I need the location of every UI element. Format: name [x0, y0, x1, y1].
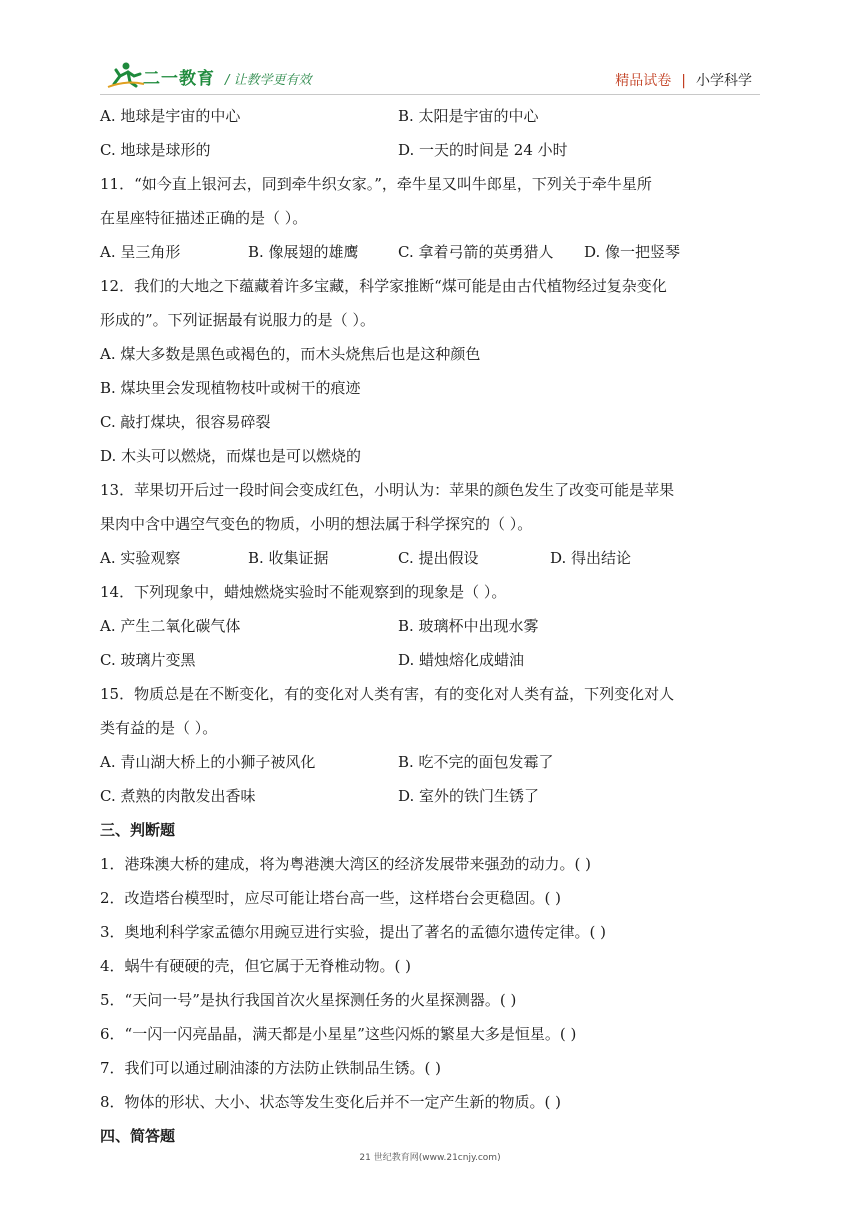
q13-option-c: C. 提出假设	[398, 549, 479, 567]
q10-option-d: D. 一天的时间是 24 小时	[398, 141, 568, 159]
page-header	[0, 0, 860, 100]
q12-stem-line2: 形成的”。下列证据最有说服力的是（ ）。	[100, 311, 375, 329]
q14-options-row2	[100, 644, 770, 676]
q15-option-a: A. 青山湖大桥上的小狮子被风化	[100, 753, 316, 771]
q15-options-row2	[100, 780, 770, 812]
q15-option-c: C. 煮熟的肉散发出香味	[100, 787, 256, 805]
brand-name: 二一教育	[143, 69, 215, 89]
tf-item-5: 5．“天问一号”是执行我国首次火星探测任务的火星探测器。( )	[100, 991, 517, 1009]
q14-option-b: B. 玻璃杯中出现水雾	[398, 617, 539, 635]
header-tags	[615, 70, 752, 90]
tf-item-3: 3．奥地利科学家孟德尔用豌豆进行实验，提出了著名的孟德尔遗传定律。( )	[100, 923, 607, 941]
q13-options	[100, 542, 770, 574]
q13-option-b: B. 收集证据	[248, 549, 329, 567]
q11-option-c: C. 拿着弓箭的英勇猎人	[398, 243, 554, 261]
q12-option-d: D. 木头可以燃烧，而煤也是可以燃烧的	[100, 447, 362, 465]
q14-stem: 14．下列现象中，蜡烛燃烧实验时不能观察到的现象是（ ）。	[100, 583, 507, 601]
q12-option-a: A. 煤大多数是黑色或褐色的，而木头烧焦后也是这种颜色	[100, 345, 481, 363]
q10-options-row1	[100, 100, 770, 132]
q12-option-c: C. 敲打煤块，很容易碎裂	[100, 413, 271, 431]
tag-separator: |	[681, 73, 686, 89]
q14-option-d: D. 蜡烛熔化成蜡油	[398, 651, 525, 669]
section-true-false-title: 三、判断题	[100, 821, 176, 839]
tf-item-1: 1．港珠澳大桥的建成，将为粤港澳大湾区的经济发展带来强劲的动力。( )	[100, 855, 592, 873]
q13-option-a: A. 实验观察	[100, 549, 181, 567]
page-footer: 21 世纪教育网(www.21cnjy.com)	[359, 1153, 501, 1163]
q10-options-row2	[100, 134, 770, 166]
q10-option-a: A. 地球是宇宙的中心	[100, 107, 241, 125]
q10-option-b: B. 太阳是宇宙的中心	[398, 107, 539, 125]
q11-options	[100, 236, 770, 268]
q11-option-a: A. 呈三角形	[100, 243, 181, 261]
tag-premium-paper: 精品试卷	[615, 73, 672, 89]
q13-option-d: D. 得出结论	[550, 549, 632, 567]
q15-option-d: D. 室外的铁门生锈了	[398, 787, 540, 805]
tf-item-8: 8．物体的形状、大小、状态等发生变化后并不一定产生新的物质。( )	[100, 1093, 562, 1111]
brand-slogan: / 让教学更有效	[225, 73, 312, 88]
q12-stem-line1: 12．我们的大地之下蕴藏着许多宝藏，科学家推断“煤可能是由古代植物经过复杂变化	[100, 277, 667, 295]
q11-stem-line1: 11．“如今直上银河去，同到牵牛织女家。”，牵牛星又叫牛郎星，下列关于牵牛星所	[100, 175, 652, 193]
tf-item-2: 2．改造塔台模型时，应尽可能让塔台高一些，这样塔台会更稳固。( )	[100, 889, 562, 907]
section-short-answer-title: 四、简答题	[100, 1127, 176, 1145]
q14-option-a: A. 产生二氧化碳气体	[100, 617, 241, 635]
q13-stem-line2: 果肉中含中遇空气变色的物质，小明的想法属于科学探究的（ ）。	[100, 515, 533, 533]
q13-stem-line1: 13．苹果切开后过一段时间会变成红色，小明认为：苹果的颜色发生了改变可能是苹果	[100, 481, 675, 499]
tag-subject: 小学科学	[696, 73, 752, 89]
q12-option-b: B. 煤块里会发现植物枝叶或树干的痕迹	[100, 379, 361, 397]
q15-stem-line2: 类有益的是（ ）。	[100, 719, 218, 737]
q11-option-d: D. 像一把竖琴	[584, 243, 681, 261]
q10-option-c: C. 地球是球形的	[100, 141, 211, 159]
q11-stem-line2: 在星座特征描述正确的是（ ）。	[100, 209, 308, 227]
q11-option-b: B. 像展翅的雄鹰	[248, 243, 359, 261]
q15-option-b: B. 吃不完的面包发霉了	[398, 753, 554, 771]
tf-item-7: 7．我们可以通过刷油漆的方法防止铁制品生锈。( )	[100, 1059, 442, 1077]
header-divider	[100, 94, 760, 95]
tf-item-6: 6．“一闪一闪亮晶晶，满天都是小星星”这些闪烁的繁星大多是恒星。( )	[100, 1025, 577, 1043]
tf-item-4: 4．蜗牛有硬硬的壳，但它属于无脊椎动物。( )	[100, 957, 412, 975]
q14-options-row1	[100, 610, 770, 642]
q15-options-row1	[100, 746, 770, 778]
q14-option-c: C. 玻璃片变黑	[100, 651, 196, 669]
q15-stem-line1: 15．物质总是在不断变化，有的变化对人类有害，有的变化对人类有益，下列变化对人	[100, 685, 675, 703]
